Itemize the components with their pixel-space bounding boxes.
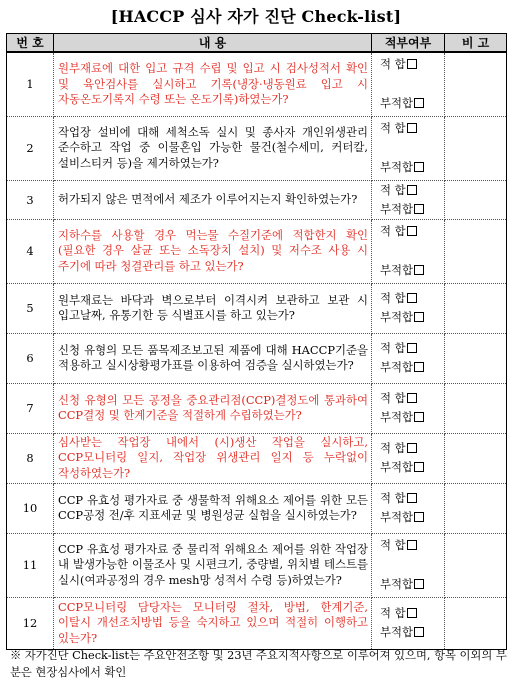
unfit-checkbox[interactable] [414, 162, 424, 172]
suitability-cell [372, 219, 445, 283]
unfit-option [380, 508, 444, 527]
fit-label: 적 합 [380, 341, 406, 355]
fit-label: 적 합 [380, 121, 406, 135]
table-row [7, 597, 507, 649]
row-number: 1 [7, 52, 54, 116]
fit-checkbox[interactable] [407, 343, 417, 353]
row-content: 허가되지 않은 면적에서 제조가 이루어지는지 확인하였는가? [54, 180, 372, 219]
fit-label: 적 합 [380, 391, 406, 405]
table-row [7, 483, 507, 533]
fit-option [380, 536, 444, 555]
unfit-label: 부적합 [380, 577, 414, 591]
remarks-cell [445, 283, 507, 333]
unfit-checkbox[interactable] [414, 265, 424, 275]
suitability-cell [372, 433, 445, 483]
table-row [7, 180, 507, 219]
unfit-checkbox[interactable] [414, 98, 424, 108]
table-header-row [7, 34, 507, 53]
unfit-option [380, 200, 444, 219]
unfit-label: 부적합 [380, 625, 414, 639]
remarks-cell [445, 333, 507, 383]
fit-checkbox[interactable] [407, 293, 417, 303]
suitability-cell [372, 52, 445, 116]
row-content: 신청 유형의 모든 공정을 중요관리점(CCP)결정도에 통과하여 CCP결정 및 한계기준을 적절하게 수립하였는가? [54, 383, 372, 433]
fit-checkbox[interactable] [407, 185, 417, 195]
unfit-checkbox[interactable] [414, 462, 424, 472]
page-title: [HACCP 심사 자가 진단 Check-list] [110, 7, 402, 26]
fit-label: 적 합 [380, 538, 406, 552]
unfit-option [380, 408, 444, 427]
header-suitability: 적부여부 [372, 34, 445, 53]
row-content: 신청 유형의 모든 품목제조보고된 제품에 대해 HACCP기준을 적용하고 실시상황평가표를 이용하여 검증을 실시하였는가? [54, 333, 372, 383]
unfit-checkbox[interactable] [414, 579, 424, 589]
unfit-option [380, 458, 444, 477]
suitability-cell [372, 597, 445, 649]
fit-option [380, 55, 444, 74]
row-content: 심사받는 작업장 내에서 (시)생산 작업을 실시하고, CCP모니터링 일지, 작업장 위생관리 일지 등 누락없이 작성하였는가? [54, 433, 372, 483]
unfit-option [380, 623, 444, 642]
row-number: 11 [7, 533, 54, 597]
row-number: 12 [7, 597, 54, 649]
row-number: 6 [7, 333, 54, 383]
fit-label: 적 합 [380, 224, 406, 238]
remarks-cell [445, 597, 507, 649]
table-row [7, 383, 507, 433]
fit-label: 적 합 [380, 291, 406, 305]
unfit-option [380, 158, 444, 177]
fit-option [380, 604, 444, 623]
table-row [7, 433, 507, 483]
unfit-label: 부적합 [380, 310, 414, 324]
row-number: 10 [7, 483, 54, 533]
row-number: 7 [7, 383, 54, 433]
fit-checkbox[interactable] [407, 123, 417, 133]
fit-checkbox[interactable] [407, 443, 417, 453]
unfit-label: 부적합 [380, 410, 414, 424]
row-content: 원부재료에 대한 입고 규격 수립 및 입고 시 검사성적서 확인 및 육안검사를 실시하고 기록(냉장·냉동원료 입고 시 자동온도기록지 수령 또는 온도기록)하였는가? [54, 52, 372, 116]
remarks-cell [445, 52, 507, 116]
footnote: ※ 자가진단 Check-list는 주요안전조항 및 23년 주요지적사항으로 이루어져 있으며, 항목 이외의 부분은 현장심사에서 확인 [10, 649, 507, 679]
row-content: CCP모니터링 담당자는 모니터링 절차, 방법, 한계기준, 이탈시 개선조치방법 등을 숙지하고 있으며 적절히 이행하고 있는가? [54, 597, 372, 649]
fit-label: 적 합 [380, 57, 406, 72]
fit-checkbox[interactable] [407, 540, 417, 550]
header-content: 내 용 [54, 34, 372, 53]
table-row [7, 533, 507, 597]
unfit-option [380, 94, 444, 113]
fit-option [380, 339, 444, 358]
table-row [7, 219, 507, 283]
unfit-checkbox[interactable] [414, 412, 424, 422]
fit-checkbox[interactable] [407, 608, 417, 618]
row-content: CCP 유효성 평가자료 중 생물학적 위해요소 제어를 위한 모든 CCP공정 전/후 지표세균 및 병원성균 실험을 실시하였는가? [54, 483, 372, 533]
unfit-label: 부적합 [380, 510, 414, 524]
unfit-checkbox[interactable] [414, 204, 424, 214]
unfit-label: 부적합 [380, 360, 414, 374]
unfit-option [380, 575, 444, 594]
unfit-option [380, 308, 444, 327]
row-number: 3 [7, 180, 54, 219]
remarks-cell [445, 116, 507, 180]
header-remarks: 비 고 [445, 34, 507, 53]
unfit-option [380, 261, 444, 280]
fit-option [380, 439, 444, 458]
unfit-checkbox[interactable] [414, 362, 424, 372]
suitability-cell [372, 116, 445, 180]
remarks-cell [445, 433, 507, 483]
fit-option [380, 389, 444, 408]
header-number: 번 호 [7, 34, 54, 53]
unfit-checkbox[interactable] [414, 512, 424, 522]
fit-option [380, 222, 444, 241]
remarks-cell [445, 533, 507, 597]
remarks-cell [445, 383, 507, 433]
fit-label: 적 합 [380, 441, 406, 455]
unfit-label: 부적합 [380, 201, 414, 216]
unfit-label: 부적합 [380, 96, 414, 111]
fit-checkbox[interactable] [407, 493, 417, 503]
row-number: 4 [7, 219, 54, 283]
suitability-cell [372, 383, 445, 433]
row-number: 5 [7, 283, 54, 333]
checklist-table [6, 33, 507, 650]
fit-checkbox[interactable] [407, 226, 417, 236]
unfit-label: 부적합 [380, 263, 414, 277]
suitability-cell [372, 283, 445, 333]
remarks-cell [445, 219, 507, 283]
unfit-label: 부적합 [380, 160, 414, 174]
suitability-cell [372, 483, 445, 533]
table-row [7, 333, 507, 383]
table-row [7, 283, 507, 333]
fit-option [380, 489, 444, 508]
unfit-label: 부적합 [380, 460, 414, 474]
row-content: 원부재료는 바닥과 벽으로부터 이격시켜 보관하고 보관 시 입고날짜, 유통기한 등 식별표시를 하고 있는가? [54, 283, 372, 333]
fit-label: 적 합 [380, 182, 406, 197]
fit-label: 적 합 [380, 491, 406, 505]
fit-option [380, 289, 444, 308]
row-content: 지하수를 사용할 경우 먹는물 수질기준에 적합한지 확인(필요한 경우 살균 또는 소독장치 설치) 및 저수조 사용 시 주기에 따라 청결관리를 하고 있는가? [54, 219, 372, 283]
fit-checkbox[interactable] [407, 393, 417, 403]
unfit-checkbox[interactable] [414, 627, 424, 637]
table-row [7, 52, 507, 116]
unfit-option [380, 358, 444, 377]
fit-option [380, 181, 444, 200]
unfit-checkbox[interactable] [414, 312, 424, 322]
row-number: 2 [7, 116, 54, 180]
suitability-cell [372, 180, 445, 219]
remarks-cell [445, 180, 507, 219]
remarks-cell [445, 483, 507, 533]
row-number: 8 [7, 433, 54, 483]
fit-label: 적 합 [380, 606, 406, 620]
row-content: 작업장 설비에 대해 세척소독 실시 및 종사자 개인위생관리 준수하고 작업 중 이물혼입 가능한 물건(철수세미, 커터칼, 설비스티커 등)을 제거하였는가? [54, 116, 372, 180]
suitability-cell [372, 533, 445, 597]
fit-checkbox[interactable] [407, 59, 417, 69]
fit-option [380, 119, 444, 138]
suitability-cell [372, 333, 445, 383]
table-row [7, 116, 507, 180]
row-content: CCP 유효성 평가자료 중 물리적 위해요소 제어를 위한 작업장 내 발생가능한 이물조사 및 시편크기, 중량별, 위치별 테스트를 실시(여과공정의 경우 mesh망 성적서 수령 등)하였는가? [54, 533, 372, 597]
